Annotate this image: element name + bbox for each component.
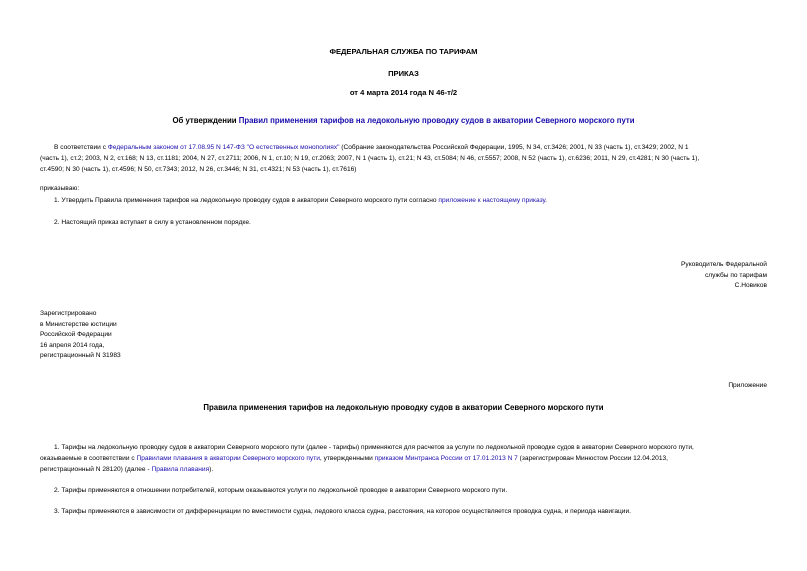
document-title xyxy=(0,116,807,125)
appendix-label: Приложение xyxy=(728,382,767,389)
preamble-line-1 xyxy=(54,144,689,151)
registration-line-2: в Министерстве юстиции xyxy=(40,320,117,328)
rule-1-text: ). xyxy=(209,466,214,473)
rule-1-text: регистрационный N 28120) (далее - xyxy=(40,466,152,473)
document-date: от 4 марта 2014 года N 46-т/2 xyxy=(349,88,458,97)
signature-position-line-1: Руководитель Федеральной xyxy=(681,261,767,268)
rule-1-text: (зарегистрирован Минюстом России 12.04.2013, xyxy=(517,455,668,462)
order-item-2: 2. Настоящий приказ вступает в силу в установленном порядке. xyxy=(54,219,251,226)
preamble-line-2: (часть 1), ст.2; 2003, N 2, ст.168; N 13, ст.1181; 2004, N 27, ст.2711; 2006, N 1, ст.10; N 19, ст.2063; 2007, N 1 (часть 1), ст.21; N 43, ст.5084; N 46, ст.5557; 2008, N 52 (часть 1), ст.6236; 2011, N 29, ст.4281; N 30 (часть 1), xyxy=(40,155,700,162)
order-verb: приказываю: xyxy=(40,185,80,192)
rule-1-text: оказываемые в соответствии с xyxy=(40,455,137,462)
preamble-line-3: ст.4590; N 30 (часть 1), ст.4596; N 50, ст.7343; 2012, N 26, ст.3446; N 31, ст.4321; N 53 (часть 1), ст.7616) xyxy=(40,166,357,173)
registration-line-4: 16 апреля 2014 года, xyxy=(40,341,105,349)
registration-block xyxy=(40,309,121,362)
rule-2: 2. Тарифы применяются в отношении потребителей, которым оказываются услуги по ледокольной проводке в акватории Северного морского пути. xyxy=(54,487,508,494)
signature-block xyxy=(681,260,767,292)
preamble-text: (Собрание законодательства Российской Федерации, 1995, N 34, ст.3426; 2001, N 33 (часть 1), ст.3429; 2002, N 1 xyxy=(339,144,689,151)
appendix-title: Правила применения тарифов на ледокольную проводку судов в акватории Северного морского пути xyxy=(203,403,604,412)
navigation-rules-short-link[interactable]: Правила плавания xyxy=(151,466,210,473)
registration-line-1: Зарегистрировано xyxy=(40,310,97,317)
navigation-rules-link[interactable]: Правилами плавания в акватории Северного морского пути xyxy=(136,455,320,462)
title-link[interactable]: Правил применения тарифов на ледокольную проводку судов в акватории Северного морского пути xyxy=(238,116,635,125)
rule-3: 3. Тарифы применяются в зависимости от дифференциации по вместимости судна, ледового класса судна, расстояния, на которое осуществляется проводка судна, и периода навигации. xyxy=(54,508,631,515)
mintrans-order-link[interactable]: приказом Минтранса России от 17.01.2013 N 7 xyxy=(374,455,518,462)
appendix-link[interactable]: приложение к настоящему приказу xyxy=(438,197,546,204)
preamble-text: В соответствии с xyxy=(54,144,108,151)
signature-name: С.Новиков xyxy=(734,282,767,289)
rule-1-line-3 xyxy=(40,466,213,473)
title-prefix: Об утверждении xyxy=(172,116,239,125)
agency-name: ФЕДЕРАЛЬНАЯ СЛУЖБА ПО ТАРИФАМ xyxy=(329,47,478,56)
rule-1-line-2 xyxy=(40,455,668,462)
order-item-1-end: . xyxy=(545,197,547,204)
federal-law-link[interactable]: Федеральным законом от 17.08.95 N 147-ФЗ "О естественных монополиях" xyxy=(107,144,340,151)
registration-line-5: регистрационный N 31983 xyxy=(40,352,121,360)
rule-1-line-1: 1. Тарифы на ледокольную проводку судов в акватории Северного морского пути (далее - тарифы) применяются для расчетов за услуги по ледокольной проводке судов в акватории Северного морского пути, xyxy=(54,444,694,451)
document-type: ПРИКАЗ xyxy=(388,69,419,78)
signature-position-line-2: службы по тарифам xyxy=(704,271,767,279)
rule-1-text: , утвержденными xyxy=(319,455,375,462)
order-item-1-text: 1. Утвердить Правила применения тарифов на ледокольную проводку судов в акватории Северного морского пути согласно xyxy=(54,197,439,204)
registration-line-3: Российской Федерации xyxy=(40,331,112,339)
order-item-1 xyxy=(54,197,547,204)
